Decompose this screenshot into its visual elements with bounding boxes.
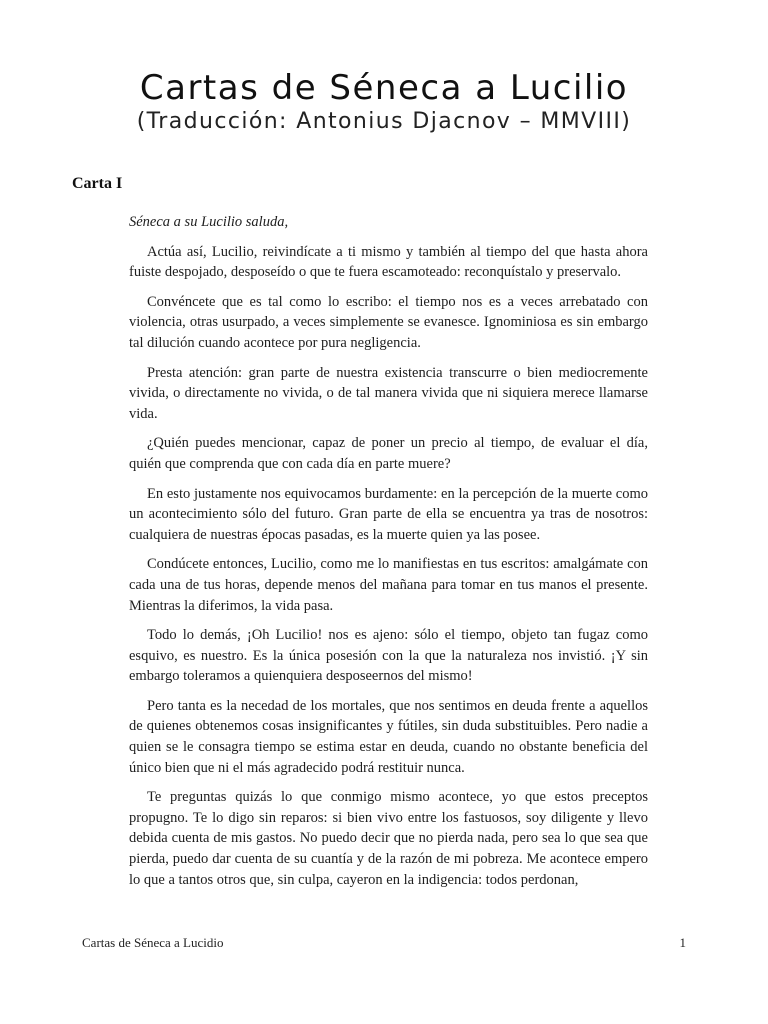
- chapter-heading: Carta I: [72, 175, 123, 192]
- running-footer-title: Cartas de Séneca a Lucidio: [82, 935, 224, 950]
- paragraph: Convéncete que es tal como lo escribo: el tiempo nos es a veces arrebatado con violencia, otras usurpado, a veces simplemente se evanesce. Ignominiosa es sin embargo tal dilución cuando acontece por pura negligencia.: [129, 293, 648, 351]
- paragraph: Condúcete entonces, Lucilio, como me lo manifiestas en tus escritos: amalgámate con cada una de tus horas, depende menos del mañana para tomar en tus manos el presente. Mientras la diferimos, la vida pasa.: [129, 556, 648, 614]
- paragraph: Te preguntas quizás lo que conmigo mismo acontece, yo que estos preceptos propugno. Te lo digo sin reparos: si bien vivo entre los fastuosos, soy diligente y llevo debida cuenta de mis gastos. No puedo decir que no pierda nada, pero sea lo que sea que pierda, puedo dar cuenta de su cuantía y de la razón de mi pobreza. Me acontece empero lo que a tantos otros que, sin culpa, cayeron en la indigencia: todos perdonan,: [129, 789, 648, 888]
- paragraph: ¿Quién puedes mencionar, capaz de poner un precio al tiempo, de evaluar el día, quién que comprenda que con cada día en parte muere?: [129, 435, 648, 472]
- letter-body: [129, 212, 648, 899]
- paragraph: Actúa así, Lucilio, reivindícate a ti mismo y también al tiempo del que hasta ahora fuiste despojado, desposeído o que te fuera escamoteado: reconquístalo y preservalo.: [129, 243, 648, 281]
- greeting-line: Séneca a su Lucilio saluda,: [129, 214, 289, 230]
- document-subtitle: (Traducción: Antonius Djacnov – MMVIII): [136, 109, 632, 134]
- page-number: 1: [679, 935, 686, 950]
- paragraph: Todo lo demás, ¡Oh Lucilio! nos es ajeno: sólo el tiempo, objeto tan fugaz como esquivo, es nuestro. Es la única posesión con la que la naturaleza nos invistió. ¡Y sin embargo toleramos a quienquiera desposeernos del mismo!: [129, 627, 648, 685]
- document-title: Cartas de Séneca a Lucilio: [139, 68, 629, 108]
- paragraph: Presta atención: gran parte de nuestra existencia transcurre o bien mediocremente vivida, o directamente no vivida, o de tal manera vivida que ni siquiera merece llamarse vida.: [129, 364, 648, 422]
- paragraph: En esto justamente nos equivocamos burdamente: en la percepción de la muerte como un acontecimiento sólo del futuro. Gran parte de ella se encuentra ya tras de nosotros: cualquiera de nuestras épocas pasadas, es la muerte quien ya las posee.: [129, 485, 648, 543]
- paragraph: Pero tanta es la necedad de los mortales, que nos sentimos en deuda frente a aquellos de quienes obtenemos cosas insignificantes y fútiles, sin duda substituibles. Pero nadie a quien se le consagra tiempo se estima estar en deuda, cuando no obstante beneficia del único bien que ni el más agradecido podrá restituir nunca.: [129, 697, 648, 776]
